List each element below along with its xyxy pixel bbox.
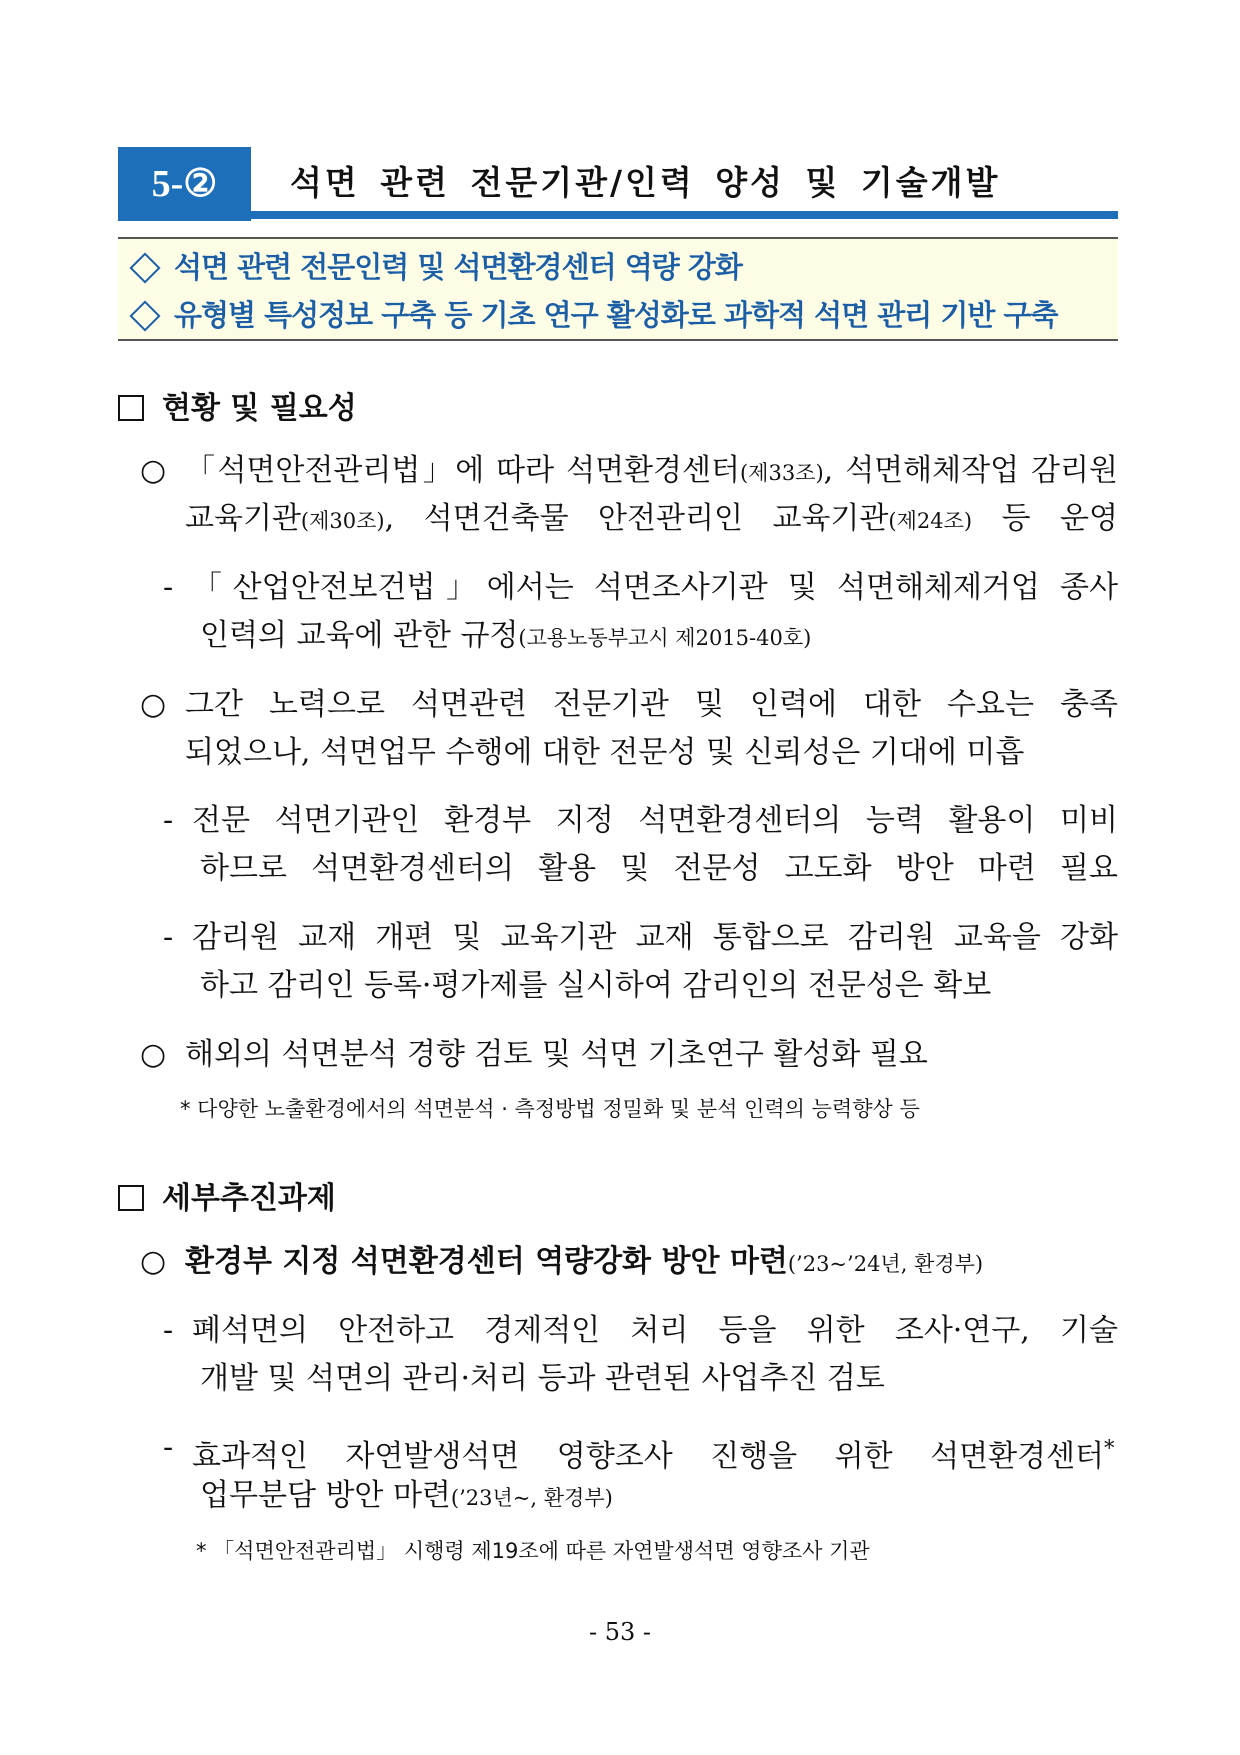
paragraph-line: 업무분담 방안 마련(’23년~, 환경부) (200, 1478, 613, 1513)
bullet-marker: ○ (140, 687, 167, 722)
dash-marker: - (163, 803, 174, 838)
paragraph-line: 폐석면의 안전하고 경제적인 처리 등을 위한 조사·연구, 기술 (192, 1313, 1118, 1348)
bullet-marker: ○ (140, 1037, 167, 1072)
diamond-icon (129, 300, 160, 331)
paragraph-line: 인력의 교육에 관한 규정(고용노동부고시 제2015-40호) (200, 618, 812, 653)
header-rule (118, 211, 1118, 219)
paragraph-line: 감리원 교재 개편 및 교육기관 교재 통합으로 감리원 교육을 강화 (192, 920, 1118, 955)
summary-item: 유형별 특성정보 구축 등 기초 연구 활성화로 과학적 석면 관리 기반 구축 (128, 293, 1057, 334)
footnote: * 「석면안전관리법」 시행령 제19조에 따른 자연발생석면 영향조사 기관 (196, 1539, 870, 1563)
bullet-marker: ○ (140, 453, 167, 488)
summary-box (118, 237, 1118, 341)
paragraph-line: 효과적인 자연발생석면 영향조사 진행을 위한 석면환경센터* (192, 1436, 1115, 1474)
page-number: - 53 - (588, 1618, 651, 1646)
paragraph-line: 하고 감리인 등록·평가제를 실시하여 감리인의 전문성은 확보 (200, 968, 992, 1003)
paragraph-line: 해외의 석면분석 경향 검토 및 석면 기초연구 활성화 필요 (185, 1037, 928, 1072)
paragraph-line: 그간 노력으로 석면관련 전문기관 및 인력에 대한 수요는 충족 (185, 687, 1118, 722)
checkbox-icon (118, 1185, 144, 1211)
paragraph-line: 하므로 석면환경센터의 활용 및 전문성 고도화 방안 마련 필요 (200, 851, 1118, 886)
task-heading: 환경부 지정 석면환경센터 역량강화 방안 마련(’23~’24년, 환경부) (185, 1244, 984, 1279)
section-title: 석면 관련 전문기관/인력 양성 및 기술개발 (290, 163, 1001, 202)
dash-marker: - (163, 1313, 174, 1348)
section-heading-tasks: 세부추진과제 (118, 1173, 336, 1217)
bullet-marker: ○ (140, 1244, 167, 1279)
paragraph-line: 전문 석면기관인 환경부 지정 석면환경센터의 능력 활용이 미비 (192, 803, 1118, 838)
paragraph-line: 교육기관(제30조), 석면건축물 안전관리인 교육기관(제24조) 등 운영 (185, 501, 1118, 536)
diamond-icon (129, 252, 160, 283)
footnote: * 다양한 노출환경에서의 석면분석 · 측정방법 정밀화 및 분석 인력의 능력향상 등 (180, 1097, 920, 1121)
summary-item: 석면 관련 전문인력 및 석면환경센터 역량 강화 (128, 245, 742, 286)
paragraph-line: 되었으나, 석면업무 수행에 대한 전문성 및 신뢰성은 기대에 미흡 (185, 735, 1025, 770)
dash-marker: - (163, 570, 174, 605)
section-heading-status: 현황 및 필요성 (118, 383, 357, 427)
dash-marker: - (163, 1430, 174, 1465)
section-number-badge: 5-② (118, 147, 251, 221)
checkbox-icon (118, 395, 144, 421)
section-header (118, 147, 1118, 221)
paragraph-line: 「산업안전보건법」에서는 석면조사기관 및 석면해체제거업 종사 (192, 570, 1118, 605)
paragraph-line: 「석면안전관리법」에 따라 석면환경센터(제33조), 석면해체작업 감리원 (185, 453, 1118, 488)
dash-marker: - (163, 920, 174, 955)
paragraph-line: 개발 및 석면의 관리·처리 등과 관련된 사업추진 검토 (200, 1361, 885, 1396)
